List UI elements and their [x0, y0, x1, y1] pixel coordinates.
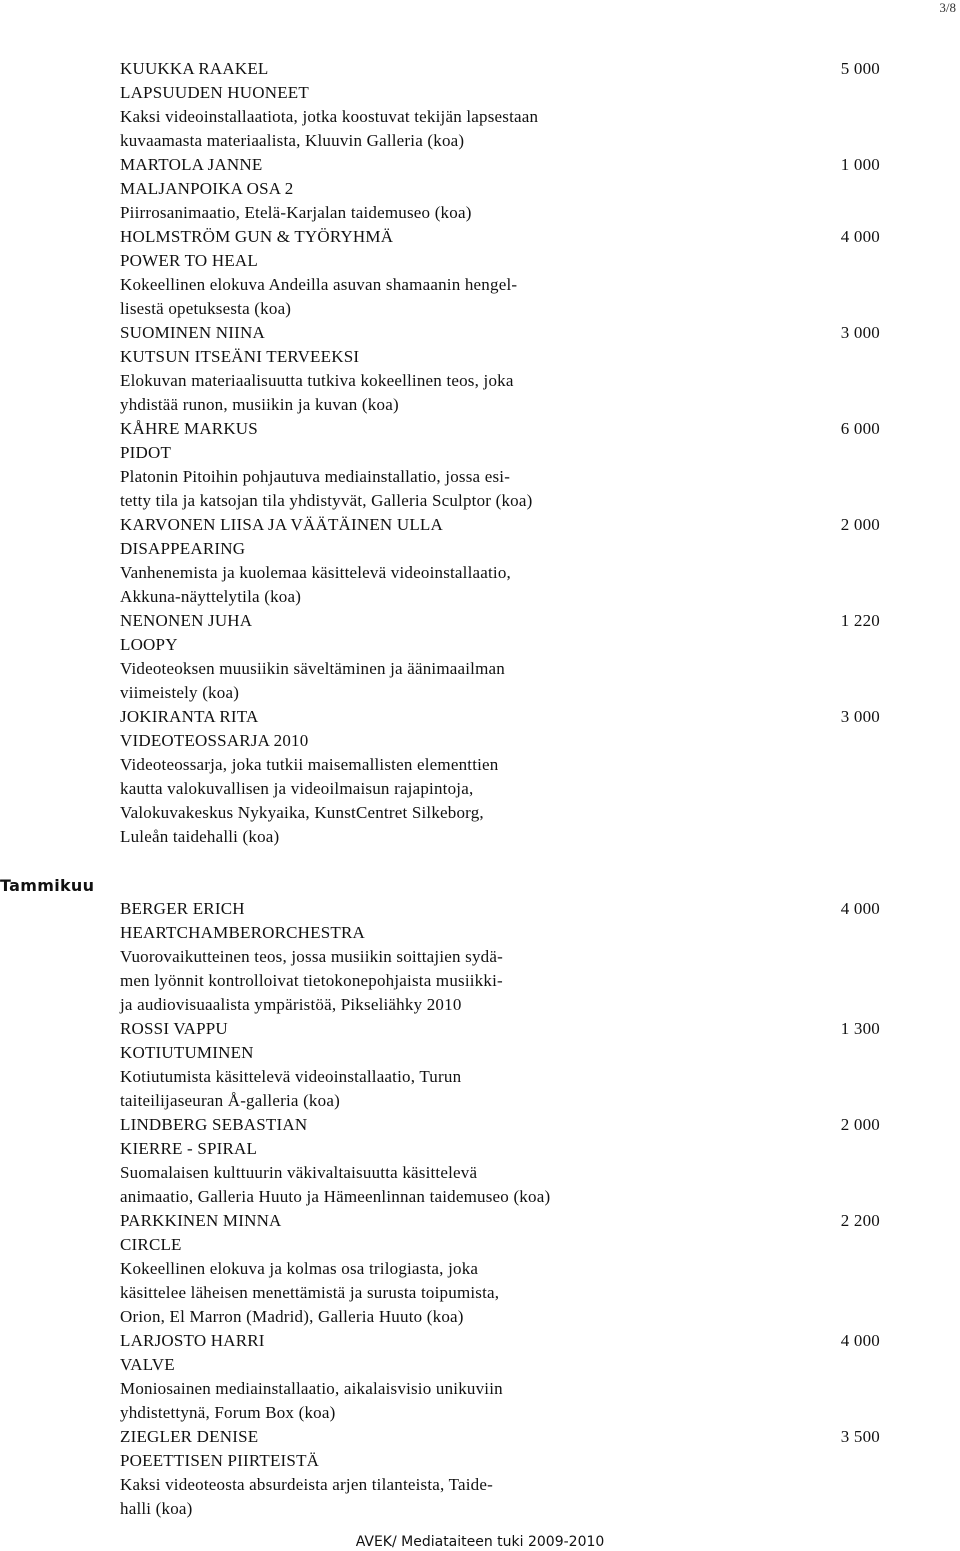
- entry-description-line: [0, 273, 960, 297]
- entry-title-line: [0, 1353, 960, 1377]
- entry-header-line: [0, 705, 960, 729]
- work-title: LOOPY: [120, 635, 178, 654]
- work-title: VIDEOTEOSSARJA 2010: [120, 731, 309, 750]
- work-description: käsittelee läheisen menettämistä ja surusta toipumista,: [120, 1283, 500, 1302]
- work-description: Vanhenemista ja kuolemaa käsittelevä videoinstallaatio,: [120, 563, 512, 582]
- entry-header-line: [0, 609, 960, 633]
- work-description: Platonin Pitoihin pohjautuva mediainstallatio, jossa esi-: [120, 467, 511, 486]
- page-number: 3/8: [939, 0, 956, 15]
- work-description: ja audiovisuaalista ympäristöä, Pikseliähky 2010: [120, 995, 462, 1014]
- entry-description-line: [0, 465, 960, 489]
- artist-name: KÅHRE MARKUS: [120, 419, 258, 438]
- grant-amount: 2 200: [840, 1211, 880, 1230]
- grant-amount: 3 000: [840, 323, 880, 342]
- work-description: Vuorovaikutteinen teos, jossa musiikin soittajien sydä-: [120, 947, 503, 966]
- grant-amount: 1 220: [840, 611, 880, 630]
- work-description: tetty tila ja katsojan tila yhdistyvät, Galleria Sculptor (koa): [120, 491, 533, 510]
- entry-description-line: [0, 129, 960, 153]
- entry-header-line: [0, 57, 960, 81]
- grant-entry: [0, 1017, 960, 1113]
- entry-title-line: [0, 633, 960, 657]
- artist-name: KUUKKA RAAKEL: [120, 59, 269, 78]
- entry-description-line: [0, 801, 960, 825]
- work-description: Valokuvakeskus Nykyaika, KunstCentret Silkeborg,: [120, 803, 484, 822]
- work-description: Kokeellinen elokuva ja kolmas osa trilogiasta, joka: [120, 1259, 479, 1278]
- entry-description-line: [0, 825, 960, 849]
- grant-entry: [0, 417, 960, 513]
- artist-name: JOKIRANTA RITA: [120, 707, 259, 726]
- entry-title-line: [0, 249, 960, 273]
- artist-name: NENONEN JUHA: [120, 611, 253, 630]
- entry-title-line: [0, 537, 960, 561]
- entry-header-line: [0, 1017, 960, 1041]
- entry-title-line: [0, 1137, 960, 1161]
- artist-name: ROSSI VAPPU: [120, 1019, 228, 1038]
- work-description: Orion, El Marron (Madrid), Galleria Huuto (koa): [120, 1307, 464, 1326]
- grant-entry: [0, 705, 960, 849]
- grant-amount: 2 000: [840, 1115, 880, 1134]
- entry-description-line: [0, 1377, 960, 1401]
- work-description: kuvaamasta materiaalista, Kluuvin Galleria (koa): [120, 131, 465, 150]
- work-description: Moniosainen mediainstallaatio, aikalaisvisio unikuviin: [120, 1379, 503, 1398]
- work-description: Kotiutumista käsittelevä videoinstallaatio, Turun: [120, 1067, 462, 1086]
- entry-title-line: [0, 921, 960, 945]
- artist-name: HOLMSTRÖM GUN & TYÖRYHMÄ: [120, 227, 394, 246]
- grant-amount: 5 000: [840, 59, 880, 78]
- work-description: yhdistettynä, Forum Box (koa): [120, 1403, 336, 1422]
- artist-name: ZIEGLER DENISE: [120, 1427, 259, 1446]
- grant-amount: 4 000: [840, 899, 880, 918]
- entry-description-line: [0, 945, 960, 969]
- entry-description-line: [0, 753, 960, 777]
- entry-title-line: [0, 1041, 960, 1065]
- work-description: animaatio, Galleria Huuto ja Hämeenlinnan taidemuseo (koa): [120, 1187, 551, 1206]
- grant-entry: [0, 897, 960, 1017]
- entry-header-line: [0, 1209, 960, 1233]
- grant-entry: [0, 321, 960, 417]
- work-title: CIRCLE: [120, 1235, 182, 1254]
- artist-name: KARVONEN LIISA JA VÄÄTÄINEN ULLA: [120, 515, 443, 534]
- grant-entry: [0, 1113, 960, 1209]
- entry-title-line: [0, 81, 960, 105]
- grant-entry: [0, 513, 960, 609]
- grant-list-continued: [0, 57, 960, 849]
- artist-name: LARJOSTO HARRI: [120, 1331, 265, 1350]
- entry-header-line: [0, 321, 960, 345]
- work-description: taiteilijaseuran Å-galleria (koa): [120, 1091, 340, 1110]
- work-description: Piirrosanimaatio, Etelä-Karjalan taidemuseo (koa): [120, 203, 472, 222]
- work-description: Elokuvan materiaalisuutta tutkiva kokeellinen teos, joka: [120, 371, 514, 390]
- entry-description-line: [0, 993, 960, 1017]
- entry-title-line: [0, 1233, 960, 1257]
- artist-name: PARKKINEN MINNA: [120, 1211, 282, 1230]
- entry-description-line: [0, 969, 960, 993]
- artist-name: BERGER ERICH: [120, 899, 245, 918]
- entry-header-line: [0, 153, 960, 177]
- work-description: Akkuna-näyttelytila (koa): [120, 587, 302, 606]
- grant-entry: [0, 1425, 960, 1521]
- work-description: men lyönnit kontrolloivat tietokonepohjaista musiikki-: [120, 971, 503, 990]
- grant-amount: 3 000: [840, 707, 880, 726]
- entry-title-line: [0, 1449, 960, 1473]
- work-description: viimeistely (koa): [120, 683, 240, 702]
- grant-entry: [0, 57, 960, 153]
- entry-description-line: [0, 489, 960, 513]
- page-footer: [0, 1533, 960, 1551]
- work-title: VALVE: [120, 1355, 175, 1374]
- work-description: Kokeellinen elokuva Andeilla asuvan shamaanin hengel-: [120, 275, 518, 294]
- grant-amount: 4 000: [840, 227, 880, 246]
- entry-description-line: [0, 585, 960, 609]
- grant-entry: [0, 153, 960, 225]
- entry-description-line: [0, 681, 960, 705]
- entry-description-line: [0, 657, 960, 681]
- entry-title-line: [0, 441, 960, 465]
- entry-description-line: [0, 297, 960, 321]
- work-title: LAPSUUDEN HUONEET: [120, 83, 309, 102]
- artist-name: LINDBERG SEBASTIAN: [120, 1115, 308, 1134]
- work-title: HEARTCHAMBERORCHESTRA: [120, 923, 365, 942]
- work-description: Luleån taidehalli (koa): [120, 827, 280, 846]
- entry-description-line: [0, 561, 960, 585]
- entry-title-line: [0, 345, 960, 369]
- entry-description-line: [0, 369, 960, 393]
- entry-description-line: [0, 1497, 960, 1521]
- entry-header-line: [0, 417, 960, 441]
- entry-header-line: [0, 897, 960, 921]
- grant-entry: [0, 1329, 960, 1425]
- entry-header-line: [0, 225, 960, 249]
- work-title: POWER TO HEAL: [120, 251, 258, 270]
- footer-text: AVEK/ Mediataiteen tuki 2009-2010: [355, 1534, 605, 1550]
- work-description: Videoteoksen muusiikin säveltäminen ja äänimaailman: [120, 659, 505, 678]
- artist-name: SUOMINEN NIINA: [120, 323, 265, 342]
- entry-title-line: [0, 177, 960, 201]
- entry-description-line: [0, 1185, 960, 1209]
- work-title: MALJANPOIKA OSA 2: [120, 179, 294, 198]
- entry-title-line: [0, 729, 960, 753]
- grant-amount: 3 500: [840, 1427, 880, 1446]
- grant-amount: 1 300: [840, 1019, 880, 1038]
- grant-amount: 2 000: [840, 515, 880, 534]
- work-description: halli (koa): [120, 1499, 193, 1518]
- entry-description-line: [0, 105, 960, 129]
- grant-entry: [0, 609, 960, 705]
- entry-description-line: [0, 1305, 960, 1329]
- grant-entry: [0, 1209, 960, 1329]
- entry-description-line: [0, 1401, 960, 1425]
- work-description: Kaksi videoinstallaatiota, jotka koostuvat tekijän lapsestaan: [120, 107, 539, 126]
- work-description: yhdistää runon, musiikin ja kuvan (koa): [120, 395, 399, 414]
- work-description: Videoteossarja, joka tutkii maisemallisten elementtien: [120, 755, 499, 774]
- entry-description-line: [0, 1257, 960, 1281]
- entry-description-line: [0, 201, 960, 225]
- work-title: DISAPPEARING: [120, 539, 246, 558]
- grant-list-tammikuu: [0, 897, 960, 1521]
- entry-header-line: [0, 1113, 960, 1137]
- grant-entry: [0, 225, 960, 321]
- entry-description-line: [0, 393, 960, 417]
- work-title: KOTIUTUMINEN: [120, 1043, 254, 1062]
- grant-amount: 4 000: [840, 1331, 880, 1350]
- entry-header-line: [0, 1425, 960, 1449]
- work-title: PIDOT: [120, 443, 172, 462]
- work-description: kautta valokuvallisen ja videoilmaisun rajapintoja,: [120, 779, 474, 798]
- entry-description-line: [0, 1065, 960, 1089]
- work-title: KIERRE - SPIRAL: [120, 1139, 258, 1158]
- entry-description-line: [0, 1281, 960, 1305]
- work-title: POEETTISEN PIIRTEISTÄ: [120, 1451, 320, 1470]
- work-description: Kaksi videoteosta absurdeista arjen tilanteista, Taide-: [120, 1475, 493, 1494]
- entry-description-line: [0, 1161, 960, 1185]
- section-label-tammikuu: Tammikuu: [0, 876, 95, 895]
- entry-header-line: [0, 513, 960, 537]
- entry-description-line: [0, 1089, 960, 1113]
- entry-header-line: [0, 1329, 960, 1353]
- work-description: Suomalaisen kulttuurin väkivaltaisuutta käsittelevä: [120, 1163, 478, 1182]
- grant-amount: 1 000: [840, 155, 880, 174]
- work-title: KUTSUN ITSEÄNI TERVEEKSI: [120, 347, 360, 366]
- artist-name: MARTOLA JANNE: [120, 155, 263, 174]
- entry-description-line: [0, 1473, 960, 1497]
- entry-description-line: [0, 777, 960, 801]
- grant-amount: 6 000: [840, 419, 880, 438]
- work-description: lisestä opetuksesta (koa): [120, 299, 292, 318]
